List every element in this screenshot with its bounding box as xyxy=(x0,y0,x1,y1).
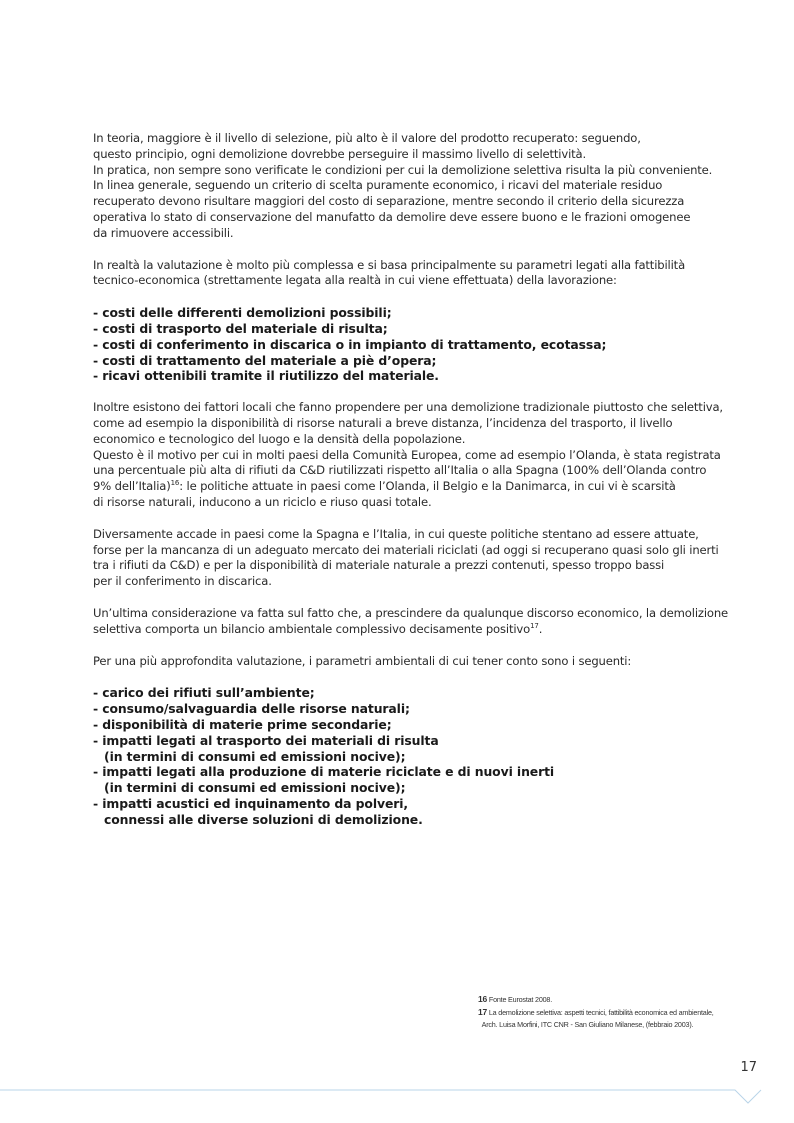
text-line: tra i rifiuti da C&D) e per la disponibilità di materiale naturale a prezzi contenuti, spesso troppo bassi xyxy=(93,558,665,573)
text-line: questo principio, ogni demolizione dovrebbe perseguire il massimo livello di selettività. xyxy=(93,146,587,161)
list-item xyxy=(93,685,733,701)
text-line: tecnico-economica (strettamente legata alla realtà in cui viene effettuata) della lavorazione: xyxy=(93,273,617,288)
list-item-text: - disponibilità di materie prime secondarie; xyxy=(93,716,392,732)
footnote-ref: 17 xyxy=(530,621,539,630)
page-corner-decoration xyxy=(0,1068,794,1123)
list-item-continuation: (in termini di consumi ed emissioni nocive); xyxy=(104,780,406,796)
text-line: In teoria, maggiore è il livello di selezione, più alto è il valore del prodotto recuperato: seguendo, xyxy=(93,131,641,145)
paragraph-evaluation xyxy=(93,258,733,290)
text-line: forse per la mancanza di un adeguato mercato dei materiali riciclati (ad oggi si recuperano quasi solo gli inerti xyxy=(93,542,719,557)
paragraph-spain-italy xyxy=(93,527,733,590)
paragraph-intro xyxy=(93,131,733,242)
footnote-text: Arch. Luisa Morfini, ITC CNR - San Giuliano Milanese, (febbraio 2003). xyxy=(481,1020,694,1029)
list-item-continuation: (in termini di consumi ed emissioni nocive); xyxy=(104,748,406,764)
text-line: da rimuovere accessibili. xyxy=(93,225,234,240)
list-item xyxy=(93,764,733,796)
paragraph-parameters-intro: Per una più approfondita valutazione, i parametri ambientali di cui tener conto sono i seguenti: xyxy=(93,653,632,668)
text-line: Un’ultima considerazione va fatta sul fatto che, a prescindere da qualunque discorso economico, la demolizione xyxy=(93,605,729,620)
environmental-list xyxy=(93,685,733,827)
text-line: Inoltre esistono dei fattori locali che fanno propendere per una demolizione tradizionale piuttosto che selettiva, xyxy=(93,400,723,415)
footnote xyxy=(478,993,738,1006)
text-line: In linea generale, seguendo un criterio di scelta puramente economico, i ricavi del materiale residuo xyxy=(93,178,663,193)
text-line: recuperato devono risultare maggiori del costo di separazione, mentre secondo il criterio della sicurezza xyxy=(93,194,685,209)
text-span: . xyxy=(538,621,543,636)
text-line: In realtà la valutazione è molto più complessa e si basa principalmente su parametri legati alla fattibilità xyxy=(93,257,686,272)
text-line: una percentuale più alta di rifiuti da C&D riutilizzati rispetto all’Italia o alla Spagna (100% dell’Olanda contro xyxy=(93,463,707,478)
footnote-text: Fonte Eurostat 2008. xyxy=(488,995,553,1004)
footnote-line xyxy=(478,993,738,1006)
list-item-continuation: connessi alle diverse soluzioni di demolizione. xyxy=(104,811,423,827)
footnote-number: 17 xyxy=(478,1007,488,1017)
footnote xyxy=(478,1006,738,1031)
text-line: Questo è il motivo per cui in molti paesi della Comunità Europea, come ad esempio l’Olanda, è stata registrata xyxy=(93,447,721,462)
list-item-text: - impatti legati alla produzione di materie riciclate e di nuovi inerti xyxy=(93,764,555,780)
list-item xyxy=(93,796,733,828)
text-line: economico e tecnologico del luogo e la densità della popolazione. xyxy=(93,431,466,446)
body-text xyxy=(93,131,733,827)
text-span: selettiva comporta un bilancio ambientale complessivo decisamente positivo xyxy=(93,621,531,636)
list-item-text: - consumo/salvaguardia delle risorse naturali; xyxy=(93,701,410,717)
footnote-number: 16 xyxy=(478,994,488,1004)
list-item-text: - carico dei rifiuti sull’ambiente; xyxy=(93,685,315,701)
text-line: Diversamente accade in paesi come la Spagna e l’Italia, in cui queste politiche stentano ad essere attuate, xyxy=(93,526,699,541)
list-item: - costi di trasporto del materiale di risulta; xyxy=(93,320,388,336)
footnotes xyxy=(478,993,738,1031)
text-line xyxy=(93,622,733,638)
list-item xyxy=(93,717,733,733)
paragraph-local-factors xyxy=(93,400,733,511)
text-span: 9% dell’Italia) xyxy=(93,479,171,494)
list-item: - ricavi ottenibili tramite il riutilizzo del materiale. xyxy=(93,368,439,384)
page-number: 17 xyxy=(740,1060,757,1075)
text-line: come ad esempio la disponibilità di risorse naturali a breve distanza, l’incidenza del trasporto, il livello xyxy=(93,415,673,430)
paragraph-environmental-balance xyxy=(93,606,733,638)
footnote-line xyxy=(478,1019,738,1031)
footnote-line xyxy=(478,1006,738,1019)
text-line: operativa lo stato di conservazione del manufatto da demolire deve essere buono e le frazioni omogenee xyxy=(93,209,691,224)
list-item: - costi di trattamento del materiale a piè d’opera; xyxy=(93,352,437,368)
list-item-text: - impatti acustici ed inquinamento da polveri, xyxy=(93,795,409,811)
text-line: In pratica, non sempre sono verificate le condizioni per cui la demolizione selettiva risulta la più conveniente. xyxy=(93,162,713,177)
list-item xyxy=(93,701,733,717)
cost-list xyxy=(93,305,733,384)
list-item xyxy=(93,733,733,765)
list-item: - costi di conferimento in discarica o in impianto di trattamento, ecotassa; xyxy=(93,336,607,352)
footnote-text: La demolizione selettiva: aspetti tecnici, fattibilità economica ed ambientale, xyxy=(488,1008,714,1017)
text-line xyxy=(93,479,733,495)
text-line: per il conferimento in discarica. xyxy=(93,574,272,589)
list-item: - costi delle differenti demolizioni possibili; xyxy=(93,305,392,321)
list-item-text: - impatti legati al trasporto dei materiali di risulta xyxy=(93,732,439,748)
text-line: di risorse naturali, inducono a un riciclo e riuso quasi totale. xyxy=(93,494,432,509)
footnote-ref: 16 xyxy=(170,479,180,488)
text-span: : le politiche attuate in paesi come l’Olanda, il Belgio e la Danimarca, in cui vi è scarsità xyxy=(179,479,676,494)
